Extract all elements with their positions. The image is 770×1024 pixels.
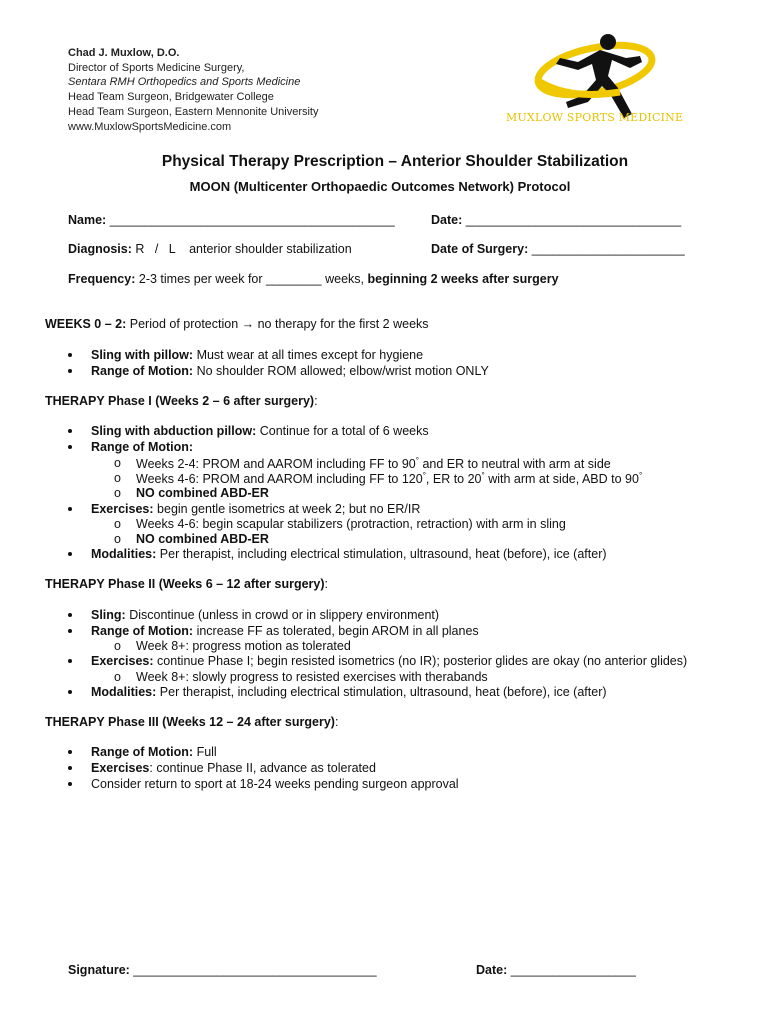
list-item	[68, 608, 439, 622]
item-label: Exercises:	[91, 502, 154, 516]
sub-item-text: NO combined ABD-ER	[136, 486, 269, 500]
sub-list-item	[114, 471, 642, 486]
bullet-icon	[68, 690, 72, 694]
phase-1-title: THERAPY Phase I (Weeks 2 – 6 after surgery)	[45, 394, 315, 408]
bullet-icon	[68, 429, 72, 433]
name-field[interactable]	[68, 213, 395, 227]
item-text: Consider return to sport at 18-24 weeks pending surgeon approval	[91, 777, 459, 791]
frequency-label: Frequency:	[68, 272, 136, 286]
item-label: Exercises	[91, 761, 150, 775]
list-item	[68, 624, 479, 638]
header-website: www.MuxlowSportsMedicine.com	[68, 120, 232, 133]
signature-label: Signature:	[68, 963, 130, 977]
frequency-bold: beginning 2 weeks after surgery	[367, 272, 559, 286]
item-text: continue Phase I; begin resisted isometrics (no IR); posterior glides are okay (no anterior glides)	[157, 654, 688, 668]
degree-symbol: °	[481, 471, 485, 480]
item-label: Range of Motion:	[91, 364, 194, 378]
phase-3-heading	[45, 715, 338, 729]
page-title: Physical Therapy Prescription – Anterior Shoulder Stabilization	[161, 153, 629, 170]
item-text: Discontinue (unless in crowd or in slippery environment)	[129, 608, 440, 622]
bullet-icon	[68, 750, 72, 754]
name-blank[interactable]: _________________________________________	[109, 213, 395, 227]
phase-2-colon: :	[324, 577, 329, 591]
list-item	[68, 777, 459, 791]
sub-item-text: Weeks 2-4: PROM and AAROM including FF to 90	[136, 457, 416, 472]
item-text: : continue Phase II, advance as tolerated	[149, 761, 376, 775]
item-text: Per therapist, including electrical stimulation, ultrasound, heat (before), ice (after)	[159, 547, 607, 561]
list-item	[68, 745, 217, 759]
item-label: Range of Motion:	[91, 624, 194, 638]
phase-3-colon: :	[334, 715, 339, 729]
surgery-date-blank[interactable]: ______________________	[531, 242, 685, 256]
bullet-icon	[68, 507, 72, 511]
sub-item-text: NO combined ABD-ER	[136, 532, 269, 546]
phase-2-heading	[45, 577, 328, 591]
list-item	[68, 502, 420, 516]
footer-date-label: Date:	[476, 963, 508, 977]
sub-item-text: Week 8+: slowly progress to resisted exercises with therabands	[136, 670, 488, 684]
item-label: Range of Motion:	[91, 440, 194, 454]
header-line-2: Sentara RMH Orthopedics and Sports Medicine	[68, 76, 301, 89]
sub-item-text: and ER to neutral with arm at side	[422, 457, 611, 472]
phase-3-title: THERAPY Phase III (Weeks 12 – 24 after surgery)	[45, 715, 335, 729]
item-label: Modalities:	[91, 547, 157, 561]
item-label: Modalities:	[91, 685, 157, 699]
circle-bullet-icon: o	[114, 670, 121, 684]
page-subtitle: MOON (Multicenter Orthopaedic Outcomes Network) Protocol	[189, 179, 571, 194]
diagnosis-label: Diagnosis:	[68, 242, 132, 256]
item-text: Full	[196, 745, 217, 759]
signature-blank[interactable]: ___________________________________	[133, 963, 377, 977]
sub-list-item	[114, 639, 351, 653]
diagnosis-field	[68, 242, 352, 256]
item-label: Range of Motion:	[91, 745, 194, 759]
surgery-date-field[interactable]	[431, 242, 685, 256]
circle-bullet-icon: o	[114, 517, 121, 531]
phase-1-colon: :	[314, 394, 318, 408]
degree-symbol: °	[422, 471, 426, 480]
surgery-date-label: Date of Surgery:	[431, 242, 529, 256]
list-item	[68, 547, 607, 561]
circle-bullet-icon: o	[114, 639, 121, 653]
weeks-0-2-text: Period of protection → no therapy for the first 2 weeks	[129, 317, 429, 331]
signature-field[interactable]	[68, 963, 377, 977]
circle-bullet-icon: o	[114, 486, 121, 500]
list-item	[68, 440, 193, 454]
circle-bullet-icon: o	[114, 456, 121, 470]
sub-list-item	[114, 456, 611, 471]
sub-item-text: Weeks 4-6: begin scapular stabilizers (protraction, retraction) with arm in sling	[136, 517, 566, 531]
item-text: begin gentle isometrics at week 2; but no ER/IR	[157, 502, 421, 516]
item-label: Sling:	[91, 608, 126, 622]
header-line-4: Head Team Surgeon, Eastern Mennonite University	[68, 105, 319, 118]
date-blank[interactable]: _______________________________	[465, 213, 682, 227]
list-item	[68, 654, 687, 668]
doctor-header	[68, 46, 319, 134]
item-text: No shoulder ROM allowed; elbow/wrist motion ONLY	[196, 364, 489, 378]
item-text: increase FF as tolerated, begin AROM in all planes	[196, 624, 479, 638]
bullet-icon	[68, 552, 72, 556]
list-item	[68, 424, 429, 438]
degree-symbol: °	[415, 456, 419, 465]
date-field[interactable]	[431, 213, 681, 227]
header-line-1: Director of Sports Medicine Surgery,	[68, 61, 245, 74]
sub-list-item	[114, 670, 488, 684]
item-text: Per therapist, including electrical stimulation, ultrasound, heat (before), ice (after)	[159, 685, 607, 699]
item-label: Exercises:	[91, 654, 154, 668]
item-text: Continue for a total of 6 weeks	[259, 424, 429, 438]
frequency-value: 2-3 times per week for ________ weeks,	[138, 272, 364, 286]
bullet-icon	[68, 782, 72, 786]
sub-item-text: Weeks 4-6: PROM and AAROM including FF to 120	[136, 472, 423, 487]
list-item	[68, 685, 607, 699]
bullet-icon	[68, 629, 72, 633]
sub-list-item	[114, 486, 269, 500]
item-text: Must wear at all times except for hygiene	[196, 348, 424, 362]
footer-date-field[interactable]	[476, 963, 636, 977]
list-item	[68, 348, 423, 362]
name-label: Name:	[68, 213, 107, 227]
circle-bullet-icon: o	[114, 532, 121, 546]
sub-list-item	[114, 532, 269, 546]
frequency-field	[68, 272, 559, 286]
logo-text: MUXLOW SPORTS MEDICINE	[506, 111, 684, 124]
bullet-icon	[68, 766, 72, 770]
bullet-icon	[68, 613, 72, 617]
bullet-icon	[68, 353, 72, 357]
sub-item-text: , ER to 20	[425, 472, 482, 487]
diagnosis-value: R / L anterior shoulder stabilization	[135, 242, 352, 256]
list-item	[68, 761, 376, 775]
sub-item-text: Week 8+: progress motion as tolerated	[136, 639, 351, 653]
phase-2-title: THERAPY Phase II (Weeks 6 – 12 after surgery)	[45, 577, 325, 591]
sub-item-text: with arm at side, ABD to 90	[488, 472, 639, 487]
footer-date-blank[interactable]: __________________	[510, 963, 636, 977]
bullet-icon	[68, 659, 72, 663]
header-line-3: Head Team Surgeon, Bridgewater College	[68, 91, 274, 104]
item-label: Sling with pillow:	[91, 348, 194, 362]
weeks-0-2-heading	[45, 317, 429, 331]
weeks-0-2-label: WEEKS 0 – 2:	[45, 317, 127, 331]
doctor-name: Chad J. Muxlow, D.O.	[68, 47, 180, 59]
list-item	[68, 364, 489, 378]
date-label: Date:	[431, 213, 463, 227]
item-label: Sling with abduction pillow:	[91, 424, 257, 438]
bullet-icon	[68, 445, 72, 449]
bullet-icon	[68, 369, 72, 373]
sub-list-item	[114, 517, 566, 531]
circle-bullet-icon: o	[114, 471, 121, 485]
phase-1-heading	[45, 394, 318, 408]
degree-symbol: °	[638, 471, 643, 480]
